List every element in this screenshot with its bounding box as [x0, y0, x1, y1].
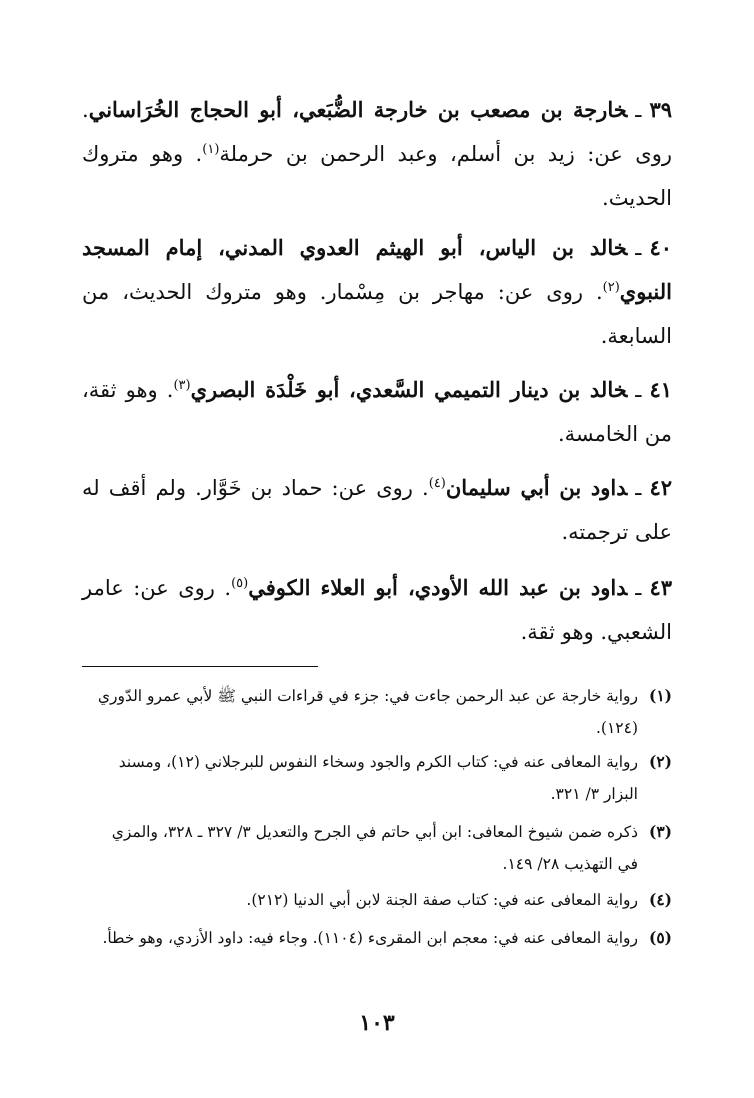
footnote-text: ذكره ضمن شيوخ المعافى: ابن أبي حاتم في الجرح والتعديل ٣/ ٣٢٧ ـ ٣٢٨، والمزي في التهذيب ٢٨/ ١٤٩.: [111, 823, 638, 873]
entry-dash: ـ: [635, 476, 642, 500]
entry-42: [82, 466, 672, 554]
footnote-number: (٢): [648, 752, 672, 771]
entry-dash: ـ: [635, 378, 642, 402]
footnote-text: رواية المعافى عنه في: كتاب صفة الجنة لابن أبي الدنيا (٢١٢).: [246, 891, 638, 909]
footnote-1: [82, 680, 672, 744]
footnote-divider: [82, 666, 318, 667]
footnote-number: (٣): [648, 822, 672, 841]
footnote-ref[interactable]: (٣): [173, 378, 191, 393]
entry-name: خالد بن الياس، أبو الهيثم العدوي المدني، إمام المسجد النبوي: [82, 235, 672, 304]
entry-dash: ـ: [635, 98, 642, 122]
entry-name: داود بن أبي سليمان: [445, 475, 628, 500]
entry-40: [82, 226, 672, 358]
entry-text: . روى عن: زيد بن أسلم، وعبد الرحمن بن حرملة: [82, 98, 672, 166]
footnote-number: (٤): [648, 890, 672, 909]
entry-number: ٤٢: [649, 475, 672, 500]
footnote-5: [82, 922, 672, 954]
footnote-text: رواية خارجة عن عبد الرحمن جاءت في: جزء في قراءات النبي ﷺ لأبي عمرو الدّوري (١٢٤).: [97, 687, 638, 737]
footnote-4: [82, 884, 672, 916]
entry-number: ٤٣: [649, 575, 673, 600]
footnote-number: (٥): [648, 928, 672, 947]
footnote-text: رواية المعافى عنه في: كتاب الكرم والجود وسخاء النفوس للبرجلاني (١٢)، ومسند البزار ٣/ ٣٢١.: [118, 753, 638, 803]
footnote-2: [82, 746, 672, 810]
footnote-text: رواية المعافى عنه في: معجم ابن المقرىء (١١٠٤). وجاء فيه: داود الأزدي، وهو خطأ.: [102, 929, 638, 947]
entry-tail: . روى عن: مهاجر بن مِسْمار. وهو متروك الحديث، من السابعة.: [82, 280, 672, 348]
entry-number: ٣٩: [649, 97, 672, 122]
entry-name: داود بن عبد الله الأودي، أبو العلاء الكوفي: [248, 575, 628, 600]
page-number: ١٠٣: [359, 1010, 395, 1036]
entry-number: ٤١: [649, 377, 672, 402]
footnote-ref[interactable]: (٥): [231, 576, 249, 591]
entry-name: خالد بن دينار التميمي السَّعدي، أبو خَلْدَة البصري: [190, 377, 628, 402]
entry-tail: . روى عن: عامر الشعبي. وهو ثقة.: [82, 576, 672, 644]
entry-43: [82, 566, 672, 654]
footnote-ref[interactable]: (٤): [428, 476, 446, 491]
footnote-number: (١): [648, 686, 672, 705]
footnote-3: [82, 816, 672, 880]
footnote-ref[interactable]: (١): [202, 142, 220, 157]
entry-41: [82, 368, 672, 456]
entry-number: ٤٠: [649, 235, 672, 260]
entry-tail: . روى عن: حماد بن خَوَّار. ولم أقف له على ترجمته.: [82, 476, 672, 544]
entry-dash: ـ: [635, 236, 642, 260]
entry-tail: . وهو متروك الحديث.: [82, 142, 672, 210]
entry-39: [82, 88, 672, 220]
entry-tail: . وهو ثقة، من الخامسة.: [82, 378, 672, 446]
entry-name: خارجة بن مصعب بن خارجة الضُّبَعي، أبو الحجاج الخُرَاساني: [88, 97, 628, 122]
footnote-ref[interactable]: (٢): [602, 280, 620, 295]
entry-dash: ـ: [635, 576, 642, 600]
